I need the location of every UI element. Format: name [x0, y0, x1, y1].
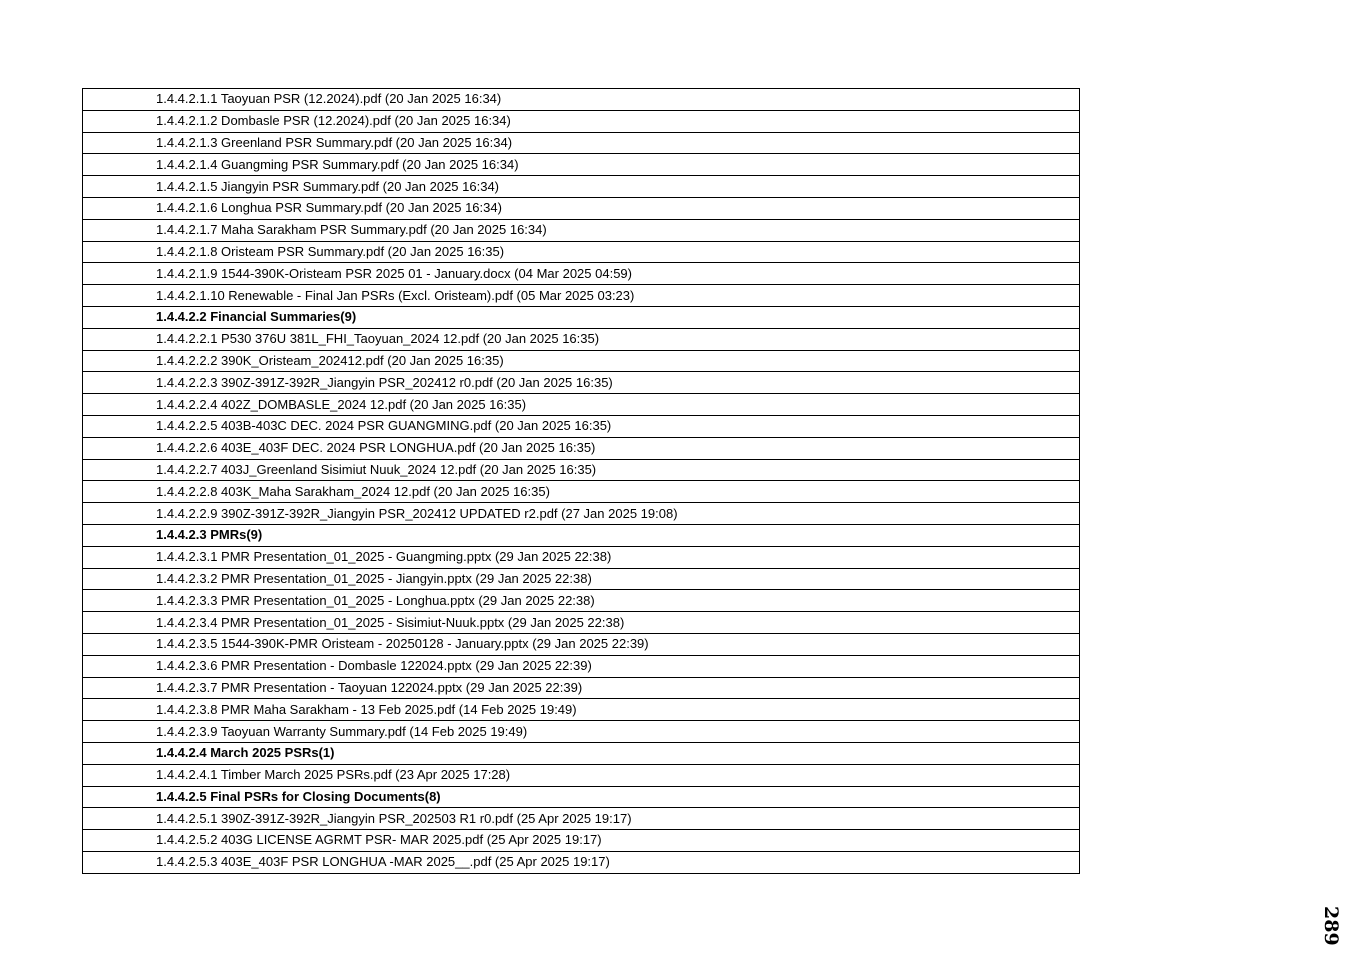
document-row	[83, 481, 1080, 503]
document-entry-text: 1.4.4.2.2.5 403B-403C DEC. 2024 PSR GUANGMING.pdf (20 Jan 2025 16:35)	[83, 415, 1080, 437]
document-row	[83, 285, 1080, 307]
document-row	[83, 132, 1080, 154]
document-entry-text: 1.4.4.2.1.10 Renewable - Final Jan PSRs (Excl. Oristeam).pdf (05 Mar 2025 03:23)	[83, 285, 1080, 307]
document-entry-text: 1.4.4.2.3.6 PMR Presentation - Dombasle 122024.pptx (29 Jan 2025 22:39)	[83, 655, 1080, 677]
document-entry-text: 1.4.4.2.3.3 PMR Presentation_01_2025 - Longhua.pptx (29 Jan 2025 22:38)	[83, 590, 1080, 612]
document-entry-text: 1.4.4.2.5.1 390Z-391Z-392R_Jiangyin PSR_202503 R1 r0.pdf (25 Apr 2025 19:17)	[83, 808, 1080, 830]
document-row	[83, 546, 1080, 568]
section-heading-text: 1.4.4.2.5 Final PSRs for Closing Documents(8)	[83, 786, 1080, 808]
document-row	[83, 219, 1080, 241]
document-entry-text: 1.4.4.2.3.4 PMR Presentation_01_2025 - Sisimiut-Nuuk.pptx (29 Jan 2025 22:38)	[83, 612, 1080, 634]
document-row	[83, 677, 1080, 699]
document-entry-text: 1.4.4.2.1.8 Oristeam PSR Summary.pdf (20 Jan 2025 16:35)	[83, 241, 1080, 263]
document-entry-text: 1.4.4.2.2.9 390Z-391Z-392R_Jiangyin PSR_202412 UPDATED r2.pdf (27 Jan 2025 19:08)	[83, 503, 1080, 525]
document-row	[83, 263, 1080, 285]
document-entry-text: 1.4.4.2.2.3 390Z-391Z-392R_Jiangyin PSR_202412 r0.pdf (20 Jan 2025 16:35)	[83, 372, 1080, 394]
document-row	[83, 110, 1080, 132]
document-entry-text: 1.4.4.2.1.1 Taoyuan PSR (12.2024).pdf (20 Jan 2025 16:34)	[83, 89, 1080, 111]
document-entry-text: 1.4.4.2.1.5 Jiangyin PSR Summary.pdf (20 Jan 2025 16:34)	[83, 176, 1080, 198]
document-entry-text: 1.4.4.2.1.2 Dombasle PSR (12.2024).pdf (20 Jan 2025 16:34)	[83, 110, 1080, 132]
document-entry-text: 1.4.4.2.3.8 PMR Maha Sarakham - 13 Feb 2025.pdf (14 Feb 2025 19:49)	[83, 699, 1080, 721]
document-entry-text: 1.4.4.2.2.1 P530 376U 381L_FHI_Taoyuan_2024 12.pdf (20 Jan 2025 16:35)	[83, 328, 1080, 350]
document-entry-text: 1.4.4.2.5.2 403G LICENSE AGRMT PSR- MAR 2025.pdf (25 Apr 2025 19:17)	[83, 830, 1080, 852]
document-row	[83, 415, 1080, 437]
section-heading-row	[83, 742, 1080, 764]
document-entry-text: 1.4.4.2.3.2 PMR Presentation_01_2025 - Jiangyin.pptx (29 Jan 2025 22:38)	[83, 568, 1080, 590]
document-row	[83, 612, 1080, 634]
document-row	[83, 437, 1080, 459]
document-row	[83, 241, 1080, 263]
document-entry-text: 1.4.4.2.2.6 403E_403F DEC. 2024 PSR LONGHUA.pdf (20 Jan 2025 16:35)	[83, 437, 1080, 459]
document-entry-text: 1.4.4.2.1.9 1544-390K-Oristeam PSR 2025 01 - January.docx (04 Mar 2025 04:59)	[83, 263, 1080, 285]
document-row	[83, 197, 1080, 219]
document-row	[83, 89, 1080, 111]
section-heading-row	[83, 786, 1080, 808]
document-entry-text: 1.4.4.2.1.4 Guangming PSR Summary.pdf (20 Jan 2025 16:34)	[83, 154, 1080, 176]
document-entry-text: 1.4.4.2.2.8 403K_Maha Sarakham_2024 12.pdf (20 Jan 2025 16:35)	[83, 481, 1080, 503]
document-row	[83, 655, 1080, 677]
document-entry-text: 1.4.4.2.2.2 390K_Oristeam_202412.pdf (20 Jan 2025 16:35)	[83, 350, 1080, 372]
document-row	[83, 699, 1080, 721]
document-row	[83, 154, 1080, 176]
document-index-body	[83, 89, 1080, 874]
document-entry-text: 1.4.4.2.2.4 402Z_DOMBASLE_2024 12.pdf (20 Jan 2025 16:35)	[83, 394, 1080, 416]
document-row	[83, 350, 1080, 372]
document-entry-text: 1.4.4.2.3.9 Taoyuan Warranty Summary.pdf (14 Feb 2025 19:49)	[83, 721, 1080, 743]
document-row	[83, 176, 1080, 198]
document-row	[83, 830, 1080, 852]
document-row	[83, 372, 1080, 394]
document-row	[83, 568, 1080, 590]
document-row	[83, 721, 1080, 743]
document-row	[83, 764, 1080, 786]
section-heading-row	[83, 524, 1080, 546]
document-row	[83, 394, 1080, 416]
document-index-table	[82, 88, 1080, 874]
document-entry-text: 1.4.4.2.4.1 Timber March 2025 PSRs.pdf (23 Apr 2025 17:28)	[83, 764, 1080, 786]
document-row	[83, 459, 1080, 481]
document-entry-text: 1.4.4.2.3.5 1544-390K-PMR Oristeam - 20250128 - January.pptx (29 Jan 2025 22:39)	[83, 633, 1080, 655]
section-heading-text: 1.4.4.2.3 PMRs(9)	[83, 524, 1080, 546]
document-row	[83, 590, 1080, 612]
section-heading-text: 1.4.4.2.2 Financial Summaries(9)	[83, 306, 1080, 328]
section-heading-text: 1.4.4.2.4 March 2025 PSRs(1)	[83, 742, 1080, 764]
document-entry-text: 1.4.4.2.2.7 403J_Greenland Sisimiut Nuuk_2024 12.pdf (20 Jan 2025 16:35)	[83, 459, 1080, 481]
document-entry-text: 1.4.4.2.3.7 PMR Presentation - Taoyuan 122024.pptx (29 Jan 2025 22:39)	[83, 677, 1080, 699]
document-row	[83, 851, 1080, 873]
document-entry-text: 1.4.4.2.1.3 Greenland PSR Summary.pdf (20 Jan 2025 16:34)	[83, 132, 1080, 154]
document-row	[83, 503, 1080, 525]
page-number: 289	[1320, 906, 1342, 946]
document-entry-text: 1.4.4.2.5.3 403E_403F PSR LONGHUA -MAR 2025__.pdf (25 Apr 2025 19:17)	[83, 851, 1080, 873]
section-heading-row	[83, 306, 1080, 328]
document-entry-text: 1.4.4.2.3.1 PMR Presentation_01_2025 - Guangming.pptx (29 Jan 2025 22:38)	[83, 546, 1080, 568]
document-row	[83, 633, 1080, 655]
document-row	[83, 808, 1080, 830]
document-entry-text: 1.4.4.2.1.6 Longhua PSR Summary.pdf (20 Jan 2025 16:34)	[83, 197, 1080, 219]
document-entry-text: 1.4.4.2.1.7 Maha Sarakham PSR Summary.pdf (20 Jan 2025 16:34)	[83, 219, 1080, 241]
document-row	[83, 328, 1080, 350]
